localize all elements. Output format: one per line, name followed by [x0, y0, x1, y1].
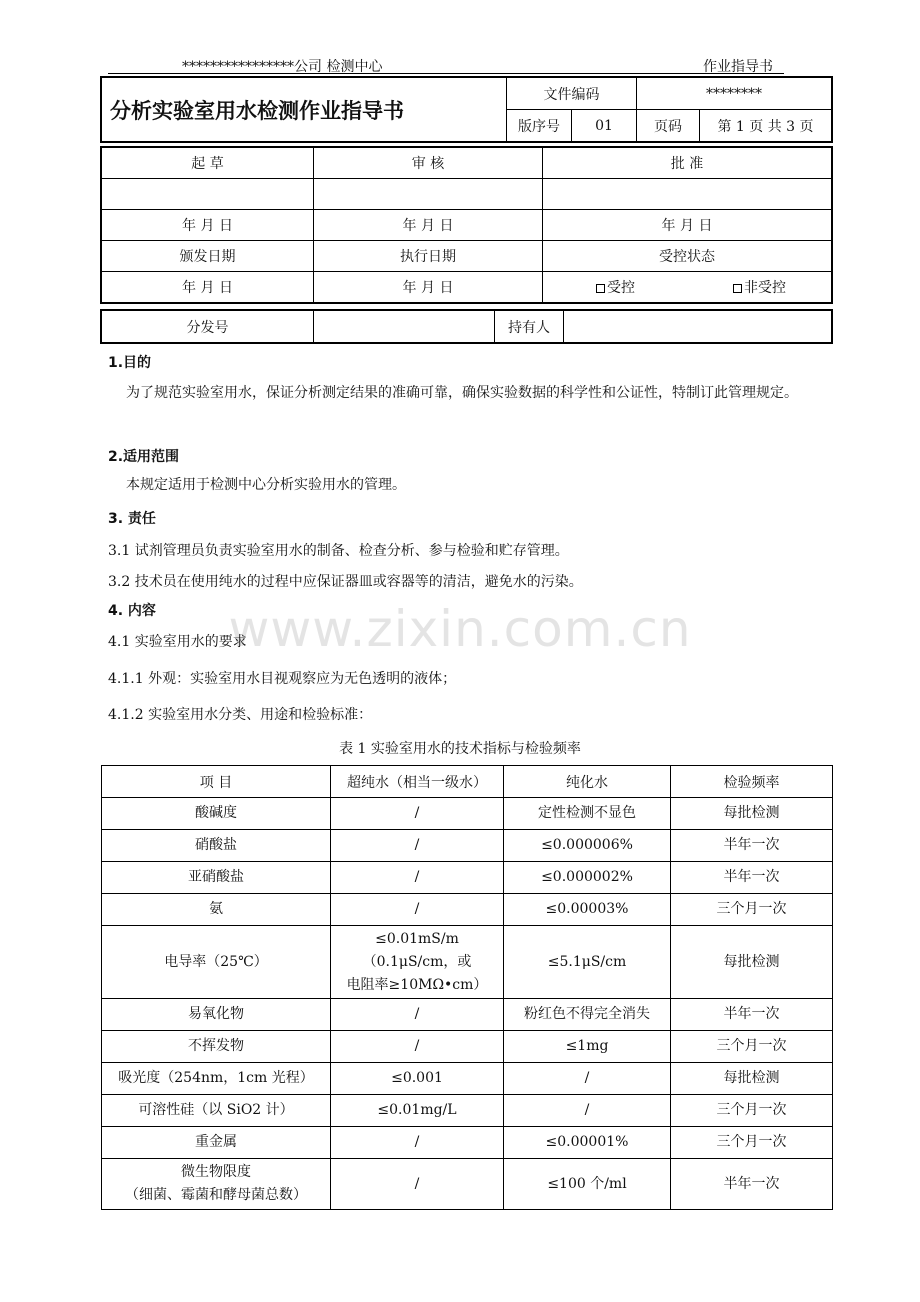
section-4-1-2: 4.1.2 实验室用水分类、用途和检验标准：: [108, 707, 373, 723]
spec-table: [101, 765, 833, 1210]
draft-signature: [101, 179, 314, 210]
section-1-text: 为了规范实验室用水，保证分析测定结果的准确可靠，确保实验数据的科学性和公证性，特制订此管理规定。: [126, 385, 798, 401]
header-company: ****************公司 检测中心: [182, 59, 383, 75]
table-cell: /: [331, 1127, 504, 1159]
table-row: [102, 1127, 833, 1159]
watermark: www.zixin.com.cn: [228, 600, 692, 658]
holder-label: 持有人: [495, 310, 564, 343]
approve-label: 批 准: [543, 147, 833, 179]
section-3-1: 3.1 试剂管理员负责实验室用水的制备、检查分析、参与检验和贮存管理。: [108, 543, 569, 559]
table-cell: 三个月一次: [671, 894, 833, 926]
table-cell: 三个月一次: [671, 1127, 833, 1159]
col-header-purified: 纯化水: [504, 766, 671, 798]
table-cell: ≤1mg: [504, 1031, 671, 1063]
table-cell: ≤5.1μS/cm: [504, 926, 671, 999]
table-cell: 微生物限度 （细菌、霉菌和酵母菌总数）: [102, 1159, 331, 1210]
table-cell: 氨: [102, 894, 331, 926]
table-row: [102, 798, 833, 830]
table-cell: 酸碱度: [102, 798, 331, 830]
table-cell: ≤0.000002%: [504, 862, 671, 894]
table-row: [102, 830, 833, 862]
table-cell: ≤0.01mS/m （0.1μS/cm，或 电阻率≥10MΩ•cm）: [331, 926, 504, 999]
exec-date-value: 年 月 日: [314, 272, 543, 304]
section-3-title: 3. 责任: [108, 511, 156, 527]
section-4-1-1: 4.1.1 外观：实验室用水目视观察应为无色透明的液体；: [108, 671, 457, 687]
dist-no-label: 分发号: [101, 310, 314, 343]
table-cell: 每批检测: [671, 1063, 833, 1095]
checkbox-icon: [733, 284, 742, 293]
distribution-table: [100, 309, 833, 344]
table-cell: ≤0.00001%: [504, 1127, 671, 1159]
table-cell: 半年一次: [671, 862, 833, 894]
table-cell: /: [331, 1159, 504, 1210]
table-row: [102, 862, 833, 894]
section-2-text: 本规定适用于检测中心分析实验用水的管理。: [126, 477, 406, 493]
table-cell: 半年一次: [671, 830, 833, 862]
table-cell: 重金属: [102, 1127, 331, 1159]
col-header-ultrapure: 超纯水（相当一级水）: [331, 766, 504, 798]
table-row: [102, 1063, 833, 1095]
table-cell: /: [331, 894, 504, 926]
uncontrolled-option[interactable]: [688, 272, 832, 304]
table-cell: ≤0.000006%: [504, 830, 671, 862]
section-4-1: 4.1 实验室用水的要求: [108, 634, 247, 650]
col-header-item: 项 目: [102, 766, 331, 798]
table-row: [102, 894, 833, 926]
table-cell: 半年一次: [671, 1159, 833, 1210]
table-cell: /: [331, 999, 504, 1031]
table-cell: 可溶性硅（以 SiO2 计）: [102, 1095, 331, 1127]
file-code-value: ********: [637, 77, 833, 110]
header-rule: [108, 73, 784, 74]
table-row: [102, 999, 833, 1031]
table-cell: ≤0.001: [331, 1063, 504, 1095]
table-cell: 硝酸盐: [102, 830, 331, 862]
page-value: 第 1 页 共 3 页: [700, 110, 833, 143]
page-label: 页码: [637, 110, 700, 143]
table-cell: /: [331, 830, 504, 862]
table-cell: 三个月一次: [671, 1031, 833, 1063]
section-4-title: 4. 内容: [108, 603, 156, 619]
table-cell: 电导率（25℃）: [102, 926, 331, 999]
title-block: [100, 76, 833, 143]
table-row: [102, 926, 833, 999]
control-status-label: 受控状态: [543, 241, 833, 272]
draft-label: 起 草: [101, 147, 314, 179]
table-cell: /: [504, 1063, 671, 1095]
table-header-row: [102, 766, 833, 798]
table-cell: 不挥发物: [102, 1031, 331, 1063]
table-cell: 三个月一次: [671, 1095, 833, 1127]
checkbox-icon: [596, 284, 605, 293]
review-signature: [314, 179, 543, 210]
section-1-title: 1.目的: [108, 355, 152, 371]
uncontrolled-label: 非受控: [744, 280, 786, 296]
table-1-caption: 表 1 实验室用水的技术指标与检验频率: [339, 741, 581, 757]
table-cell: /: [331, 862, 504, 894]
table-cell: 吸光度（254nm，1cm 光程）: [102, 1063, 331, 1095]
table-row: [102, 1095, 833, 1127]
section-2-title: 2.适用范围: [108, 449, 180, 465]
controlled-option[interactable]: [543, 272, 689, 304]
section-3-2: 3.2 技术员在使用纯水的过程中应保证器皿或容器等的清洁，避免水的污染。: [108, 574, 583, 590]
header-doc-type: 作业指导书: [703, 59, 773, 75]
col-header-frequency: 检验频率: [671, 766, 833, 798]
table-cell: ≤0.01mg/L: [331, 1095, 504, 1127]
table-cell: ≤0.00003%: [504, 894, 671, 926]
review-label: 审 核: [314, 147, 543, 179]
table-cell: /: [331, 798, 504, 830]
table-row: [102, 1031, 833, 1063]
issue-date-label: 颁发日期: [101, 241, 314, 272]
table-cell: 亚硝酸盐: [102, 862, 331, 894]
document-title: 分析实验室用水检测作业指导书: [101, 77, 507, 142]
table-cell: 每批检测: [671, 798, 833, 830]
exec-date-label: 执行日期: [314, 241, 543, 272]
dist-no-value: [314, 310, 495, 343]
holder-value: [564, 310, 833, 343]
table-row: [102, 1159, 833, 1210]
approve-signature: [543, 179, 833, 210]
table-cell: 易氧化物: [102, 999, 331, 1031]
approve-date: 年 月 日: [543, 210, 833, 241]
table-cell: 定性检测不显色: [504, 798, 671, 830]
signoff-table: [100, 146, 833, 304]
version-value: 01: [572, 110, 637, 143]
table-cell: 粉红色不得完全消失: [504, 999, 671, 1031]
table-cell: 半年一次: [671, 999, 833, 1031]
file-code-label: 文件编码: [507, 77, 637, 110]
draft-date: 年 月 日: [101, 210, 314, 241]
controlled-label: 受控: [607, 280, 635, 296]
table-cell: /: [504, 1095, 671, 1127]
issue-date-value: 年 月 日: [101, 272, 314, 304]
table-cell: /: [331, 1031, 504, 1063]
table-cell: 每批检测: [671, 926, 833, 999]
review-date: 年 月 日: [314, 210, 543, 241]
table-cell: ≤100 个/ml: [504, 1159, 671, 1210]
spec-table-body: [102, 798, 833, 1210]
version-label: 版序号: [507, 110, 572, 143]
